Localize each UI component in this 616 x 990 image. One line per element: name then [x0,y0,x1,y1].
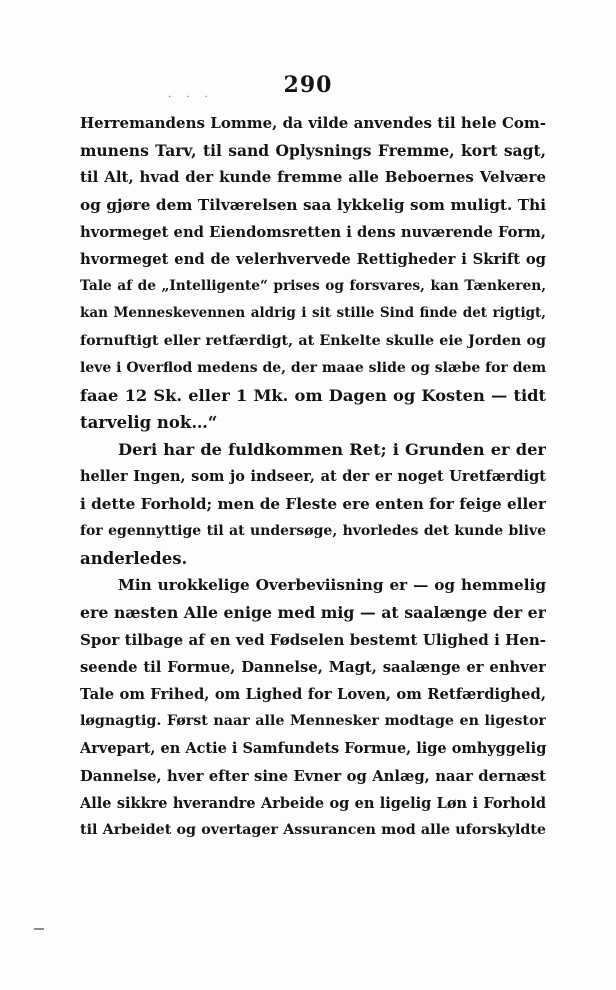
text-line: ere næsten Alle enige med mig — at saalænge der er [80,603,546,623]
paragraph-start-line: Min urokkelige Overbeviisning er — og hemmelig [118,576,546,595]
text-line: hvormeget end de velerhvervede Rettigheder i Skrift og [80,250,546,268]
print-specks: · · · [168,92,214,103]
text-line: Spor tilbage af en ved Fødselen bestemt Ulighed i Hen- [80,630,546,649]
margin-mark [34,928,44,930]
text-line: munens Tarv, til sand Oplysnings Fremme, kort sagt, [80,141,546,161]
text-line: Tale af de „Intelligente“ prises og forsvares, kan Tænkeren, [80,278,546,295]
text-line: for egennyttige til at undersøge, hvorledes det kunde blive [80,522,546,539]
text-line: seende til Formue, Dannelse, Magt, saalænge er enhver [80,658,546,676]
text-line: fornuftigt eller retfærdigt, at Enkelte skulle eie Jorden og [80,332,546,349]
text-line: til Alt, hvad der kunde fremme alle Beboernes Velvære [80,168,546,187]
text-line: heller Ingen, som jo indseer, at der er noget Uretfærdigt [80,468,546,486]
text-line: Alle sikkre hverandre Arbeide og en ligelig Løn i Forhold [80,794,546,812]
text-line: og gjøre dem Tilværelsen saa lykkelig som muligt. Thi [80,195,546,214]
text-line: kan Menneskevennen aldrig i sit stille Sind finde det rigtigt, [80,305,546,322]
text-line: løgnagtig. Først naar alle Mennesker modtage en ligestor [80,713,546,730]
text-line: tarvelig nok…“ [80,413,218,433]
text-line: leve i Overflod medens de, der maae slide og slæbe for dem [80,359,546,376]
text-line: Dannelse, hver efter sine Evner og Anlæg, naar dernæst [80,767,546,785]
page-number: 290 [283,72,333,98]
text-line: Tale om Frihed, om Lighed for Loven, om Retfærdighed, [80,685,546,703]
text-line: hvormeget end Eiendomsretten i dens nuværende Form, [80,223,546,241]
text-line: faae 12 Sk. eller 1 Mk. om Dagen og Kosten — tidt [80,385,546,405]
paragraph-start-line: Deri har de fuldkommen Ret; i Grunden er der [118,440,546,460]
text-line: Arvepart, en Actie i Samfundets Formue, lige omhyggelig [80,740,546,758]
text-line: til Arbeidet og overtager Assurancen mod alle uforskyldte [80,821,546,838]
text-line: i dette Forhold; men de Fleste ere enten for feige eller [80,494,546,513]
text-line: anderledes. [80,549,188,568]
body-text [80,110,546,844]
text-line: Herremandens Lomme, da vilde anvendes til hele Com- [80,114,546,132]
